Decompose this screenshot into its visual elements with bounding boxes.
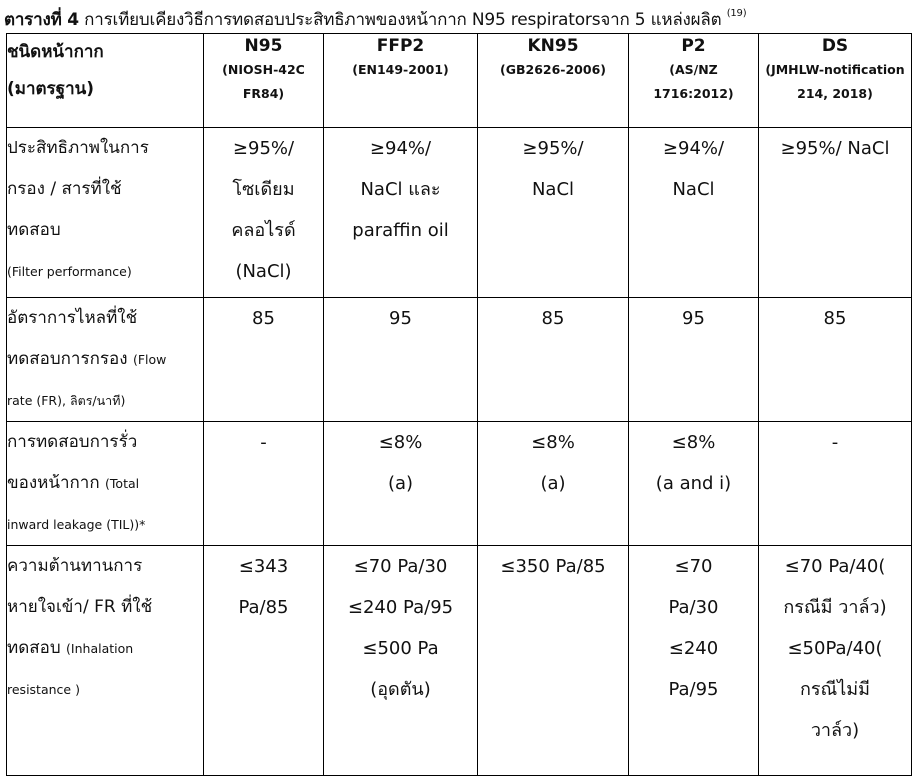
label-english: (Total [105, 476, 140, 491]
cell-value: ≤500 Pa [362, 638, 439, 659]
cell-value: Pa/30 [668, 597, 719, 618]
header-n95 [204, 34, 324, 128]
label-text: ทดสอบการกรอง [7, 349, 133, 369]
cell-value: กรณีไม่มี [799, 679, 871, 700]
cell-ffp2-resistance [324, 546, 478, 776]
label-text: อัตราการไหลที่ใช้ [7, 308, 138, 328]
label-english: rate (FR), ลิตร/นาที) [7, 393, 126, 408]
cell-value: (อุดตัน) [370, 679, 431, 700]
cell-n95-filter [204, 128, 324, 298]
standard-code: (JMHLW-notification [765, 62, 905, 77]
standard-name: DS [821, 36, 849, 56]
cell-value: NaCl [531, 179, 575, 200]
cell-ffp2-leakage [324, 422, 478, 546]
cell-ds-flow [759, 298, 912, 422]
header-standard-line: (มาตรฐาน) [7, 79, 95, 99]
cell-p2-filter [629, 128, 759, 298]
cell-ds-leakage [759, 422, 912, 546]
cell-value: ≤8% [531, 432, 575, 453]
standard-name: P2 [681, 36, 706, 56]
standard-code: (NIOSH-42C [222, 62, 305, 77]
label-text: ของหน้ากาก [7, 473, 106, 493]
label-text: ทดสอบ [7, 638, 67, 658]
cell-value: ≤343 [238, 556, 289, 577]
cell-value: 95 [682, 308, 705, 329]
cell-p2-leakage [629, 422, 759, 546]
cell-value: NaCl [672, 179, 715, 200]
caption-text: การเทียบเคียงวิธีการทดสอบประสิทธิภาพของหน้ากาก N95 respiratorsจาก 5 แหล่งผลิต [78, 10, 727, 30]
cell-value: - [831, 432, 839, 453]
standard-name: FFP2 [376, 36, 425, 56]
cell-ffp2-flow [324, 298, 478, 422]
cell-value: ≤70 Pa/30 [353, 556, 448, 577]
cell-value: กรณีมี วาล์ว) [783, 597, 887, 618]
cell-value: ≤350 Pa/85 [500, 556, 606, 577]
cell-value: (a and i) [655, 473, 732, 494]
label-english: (Filter performance) [7, 264, 132, 279]
table-row-inward-leakage [7, 422, 912, 546]
cell-value: คลอไรด์ [231, 220, 296, 241]
cell-value: ≤240 Pa/95 [347, 597, 454, 618]
row-label-inhalation-resistance [7, 546, 204, 776]
cell-value: ≥95%/ [232, 138, 295, 159]
cell-kn95-leakage [478, 422, 629, 546]
table-row-flow-rate [7, 298, 912, 422]
cell-value: ≤70 Pa/40( [784, 556, 886, 577]
cell-value: โซเดียม [232, 179, 295, 200]
label-text: การทดสอบการรั่ว [7, 432, 138, 452]
cell-kn95-resistance [478, 546, 629, 776]
cell-value: ≥94%/ [662, 138, 725, 159]
standard-code: FR84) [242, 86, 285, 101]
cell-value: paraffin oil [352, 220, 449, 241]
cell-value: - [260, 432, 267, 453]
table-caption [4, 6, 746, 33]
cell-value: 95 [389, 308, 412, 329]
header-ds [759, 34, 912, 128]
label-text: กรอง / สารที่ใช้ [7, 179, 122, 199]
cell-value: ≤8% [671, 432, 716, 453]
label-text: หายใจเข้า/ FR ที่ใช้ [7, 597, 153, 617]
label-english: resistance ) [7, 682, 80, 697]
label-text: ประสิทธิภาพในการ [7, 138, 149, 158]
cell-value: ≤70 [674, 556, 713, 577]
cell-p2-resistance [629, 546, 759, 776]
cell-value: ≤50Pa/40( [787, 638, 883, 659]
standard-code: (GB2626-2006) [500, 62, 606, 77]
label-text: ทดสอบ [7, 220, 61, 240]
caption-table-number: ตารางที่ 4 [4, 10, 79, 30]
table-row-filter-performance [7, 128, 912, 298]
comparison-table [6, 33, 912, 776]
cell-value: ≤8% [378, 432, 423, 453]
cell-n95-resistance [204, 546, 324, 776]
cell-value: ≥94%/ [369, 138, 432, 159]
standard-name: KN95 [527, 36, 579, 56]
row-label-filter-performance [7, 128, 204, 298]
label-english: inward leakage (TIL))* [7, 517, 146, 532]
label-english: (Inhalation [66, 641, 134, 656]
cell-value: 85 [252, 308, 275, 329]
cell-value: 85 [541, 308, 565, 329]
standard-code: (AS/NZ [669, 62, 718, 77]
cell-kn95-flow [478, 298, 629, 422]
standard-code: 214, 2018) [797, 86, 873, 101]
cell-ds-resistance [759, 546, 912, 776]
cell-value: วาล์ว) [810, 720, 860, 741]
header-ffp2 [324, 34, 478, 128]
standard-code: (EN149-2001) [352, 62, 449, 77]
header-mask-type-line: ชนิดหน้ากาก [7, 42, 104, 62]
standard-name: N95 [244, 36, 283, 56]
header-mask-type [7, 34, 204, 128]
cell-value: ≥95%/ [522, 138, 584, 159]
cell-value: Pa/85 [238, 597, 289, 618]
cell-ffp2-filter [324, 128, 478, 298]
label-english: (Flow [132, 352, 167, 367]
row-label-flow-rate [7, 298, 204, 422]
row-label-inward-leakage [7, 422, 204, 546]
cell-n95-flow [204, 298, 324, 422]
cell-value: (a) [540, 473, 566, 494]
cell-value: ≤240 [668, 638, 719, 659]
cell-value: (NaCl) [235, 261, 292, 282]
cell-ds-filter [759, 128, 912, 298]
caption-reference: (19) [726, 8, 747, 20]
table-row-inhalation-resistance [7, 546, 912, 776]
header-row [7, 34, 912, 128]
cell-n95-leakage [204, 422, 324, 546]
cell-p2-flow [629, 298, 759, 422]
cell-value: ≥95%/ NaCl [780, 138, 890, 159]
label-text: ความต้านทานการ [7, 556, 143, 576]
standard-code: 1716:2012) [653, 86, 734, 101]
cell-kn95-filter [478, 128, 629, 298]
cell-value: 85 [823, 308, 847, 329]
header-p2 [629, 34, 759, 128]
cell-value: Pa/95 [668, 679, 719, 700]
cell-value: NaCl และ [360, 179, 441, 200]
header-kn95 [478, 34, 629, 128]
cell-value: (a) [387, 473, 414, 494]
